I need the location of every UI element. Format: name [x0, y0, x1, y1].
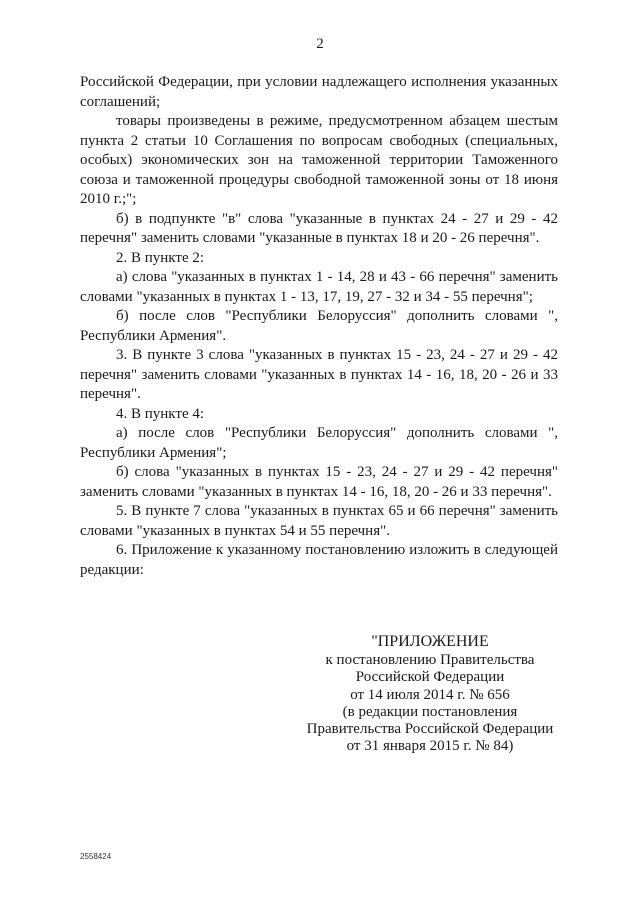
paragraph-item-4-b: б) слова "указанных в пунктах 15 - 23, 24 - 27 и 29 - 42 перечня" заменить словами "указанных в пунктах 14 - 16, 18, 20 - 26 и 33 перечня". [80, 464, 558, 500]
appendix-line: Российской Федерации [355, 669, 505, 686]
paragraph-item-3: 3. В пункте 3 слова "указанных в пунктах 15 - 23, 24 - 27 и 29 - 42 перечня" заменить словами "указанных в пунктах 14 - 16, 18, 20 - 26 и 33 перечня". [80, 347, 558, 402]
paragraph-item-6: 6. Приложение к указанному постановлению изложить в следующей редакции: [80, 542, 558, 578]
paragraph-item-2-a: а) слова "указанных в пунктах 1 - 14, 28 и 43 - 66 перечня" заменить словами "указанных в пунктах 1 - 13, 17, 19, 27 - 32 и 34 - 55 перечня"; [80, 269, 558, 305]
document-body [80, 73, 558, 580]
appendix-title: "ПРИЛОЖЕНИЕ [371, 633, 489, 650]
appendix-line: от 14 июля 2014 г. № 656 [350, 686, 510, 703]
paragraph-item-2-heading: 2. В пункте 2: [116, 249, 205, 266]
paragraph-goods-regime: товары произведены в режиме, предусмотренном абзацем шестым пункта 2 статьи 10 Соглашения по вопросам свободных (специальных, особых) экономических зон на таможенной территории Таможенного союза и таможенной процедуры свободной таможенной зоны от 18 июня 2010 г.;"; [80, 113, 558, 207]
appendix-line: Правительства Российской Федерации [306, 721, 554, 738]
appendix-header [290, 633, 570, 755]
paragraph-continuation: Российской Федерации, при условии надлежащего исполнения указанных соглашений; [80, 74, 558, 110]
paragraph-subitem-b-v: б) в подпункте "в" слова "указанные в пунктах 24 - 27 и 29 - 42 перечня" заменить словами "указанные в пунктах 18 и 20 - 26 перечня". [80, 210, 558, 246]
appendix-line: (в редакции постановления [342, 703, 518, 720]
page-number: 2 [316, 36, 324, 52]
paragraph-item-2-b: б) после слов "Республики Белоруссия" дополнить словами ", Республики Армения". [80, 308, 558, 344]
paragraph-item-4-heading: 4. В пункте 4: [116, 405, 205, 422]
document-code: 2558424 [80, 852, 112, 861]
paragraph-item-5: 5. В пункте 7 слова "указанных в пунктах 65 и 66 перечня" заменить словами "указанных в пунктах 54 и 55 перечня". [80, 503, 558, 539]
paragraph-item-4-a: а) после слов "Республики Белоруссия" дополнить словами ", Республики Армения"; [80, 425, 558, 461]
appendix-line: от 31 января 2015 г. № 84) [346, 738, 514, 755]
appendix-line: к постановлению Правительства [325, 652, 535, 669]
